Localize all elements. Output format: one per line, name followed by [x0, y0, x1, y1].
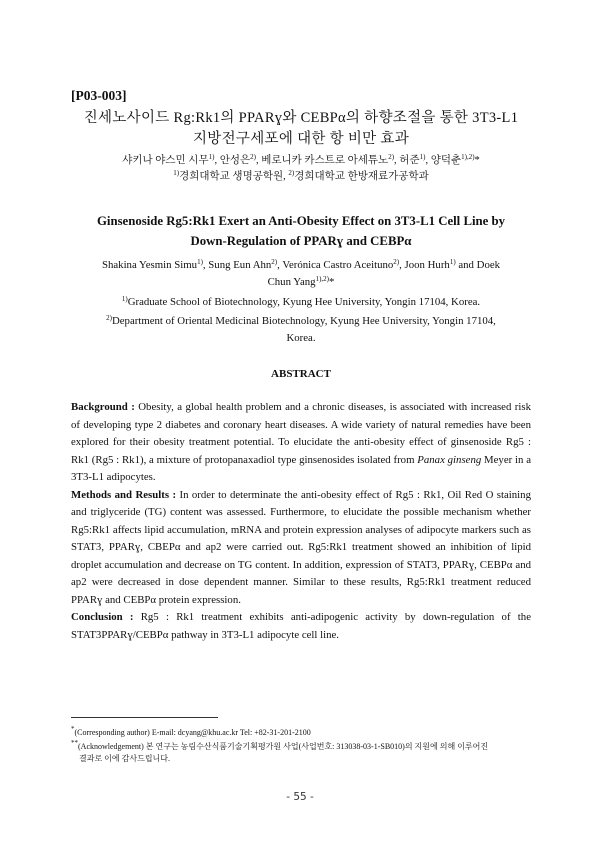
english-author-3: , Verónica Castro Aceituno	[277, 259, 394, 271]
author-affil-mark: 1)	[208, 153, 215, 161]
methods-text: In order to determinate the anti-obesity effect of Rg5 : Rk1, Oil Red O staining and triglyceride (TG) content was assessed. Furthermore, to elucidate the possible mechanism whether Rg5:Rk1 affects lipid accumulation, mRNA and protein expression analyses of adipocyte markers such as STAT3, PPARɣ, CBEPα and ap2 were carried out. Rg5:Rk1 treatment showed an inhibition of lipid droplet accumulation and decrease on TG content. In addition, expression of STAT3, PPARɣ, CEBPα and ap2 were decreased in dose dependent manner. Similar to these results, Rg5:Rk1 treatment reduced PPARɣ and CEBPα protein expression.	[71, 488, 531, 606]
background-label: Background :	[71, 401, 135, 413]
author-affil-mark: 2)	[393, 258, 400, 266]
abstract-methods	[71, 487, 531, 610]
english-affiliation-2	[71, 313, 531, 347]
affiliation-text: Graduate School of Biotechnology, Kyung Hee University, Yongin 17104, Korea.	[127, 296, 481, 308]
author-affil-mark: 2)	[388, 153, 395, 161]
korean-affiliation-2: 경희대학교 한방재료가공학과	[294, 171, 429, 182]
conclusion-label: Conclusion :	[71, 611, 134, 623]
abstract-heading: ABSTRACT	[271, 368, 331, 380]
english-authors	[71, 257, 531, 291]
author-affil-mark: 1),2)	[315, 275, 330, 283]
english-title	[71, 211, 531, 251]
english-affiliation-1	[71, 294, 531, 311]
background-text: Meyer in a 3T3-L1 adipocytes.	[71, 453, 531, 483]
author-affil-mark: 2)	[271, 258, 278, 266]
korean-author-4: , 허준	[394, 155, 420, 166]
affil-mark: 1)	[121, 295, 128, 303]
korean-affiliations	[71, 169, 531, 185]
korean-authors	[71, 153, 531, 169]
affiliation-text: Department of Oriental Medicinal Biotechnology, Kyung Hee University, Yongin 17104,	[111, 315, 496, 327]
footnote-divider	[71, 717, 218, 718]
english-title-line2: Down-Regulation of PPARɣ and CEBPα	[190, 234, 412, 248]
corresponding-mark: *	[329, 276, 335, 288]
english-author-5b: Chun Yang	[267, 276, 316, 288]
affil-mark: 2)	[106, 314, 112, 322]
footnote-acknowledgement	[71, 741, 533, 765]
korean-title-line1: 진세노사이드 Rg:Rk1의 PPARɣ와 CEBPα의 하향조절을 통한 3T3-L1	[83, 110, 519, 126]
page-body	[71, 88, 531, 644]
author-affil-mark: 1)	[197, 258, 203, 266]
english-title-line1: Ginsenoside Rg5:Rk1 Exert an Anti-Obesity Effect on 3T3-L1 Cell Line by	[96, 214, 506, 228]
conclusion-text: Rg5 : Rk1 treatment exhibits anti-adipogenic activity by down-regulation of the STAT3PPARɣ/CEBPα pathway in 3T3-L1 adipocyte cell line.	[71, 611, 531, 641]
footnote-mark: **	[71, 739, 78, 747]
species-name: Panax ginseng	[417, 453, 482, 466]
affil-mark: 2)	[288, 169, 295, 177]
korean-title	[71, 108, 531, 150]
corresponding-mark: *	[474, 155, 480, 166]
abstract-conclusion	[71, 609, 531, 644]
methods-label: Methods and Results :	[71, 488, 177, 501]
english-author-1: Shakina Yesmin Simu	[101, 259, 198, 271]
english-author-4: , Joon Hurh	[399, 259, 450, 271]
abstract-background	[71, 399, 531, 487]
author-affil-mark: 1)	[449, 258, 456, 266]
korean-affiliation-1: 경희대학교 생명공학원,	[179, 171, 289, 182]
footnote-corresponding	[71, 727, 533, 739]
korean-title-line2: 지방전구세포에 대한 항 비만 효과	[193, 131, 409, 147]
korean-author-3: , 베로니카 카스트로 아세튜노	[255, 155, 389, 166]
background-text: Obesity, a global health problem and a chronic diseases, is associated with increased risk of developing type 2 diabetes and coronary heart diseases. A wide variety of natural remedies have been explored for their obesity treatment potential. To elucidate the anti-obesity effect of ginsenoside Rg5 : Rk1 (Rg5 : Rk1), a mixture of protopanaxadiol type ginsenosides isolated from	[71, 401, 531, 466]
author-affil-mark: 2)	[250, 153, 256, 161]
korean-author-2: , 안성은	[214, 155, 251, 166]
english-author-2: , Sung Eun Ahn	[202, 259, 272, 271]
footnote-mark: *	[71, 725, 75, 733]
abstract-code: [P03-003]	[71, 88, 127, 103]
author-affil-mark: 1)	[419, 153, 426, 161]
affiliation-text: Korea.	[286, 332, 316, 344]
page-number: - 55 -	[286, 791, 314, 803]
footnote-text: (Corresponding author) E-mail: dcyang@khu.ac.kr Tel: +82-31-201-2100	[74, 728, 311, 737]
affil-mark: 1)	[173, 169, 180, 177]
abstract-body	[71, 399, 531, 644]
korean-author-1: 샤키나 야스민 시무	[122, 155, 209, 166]
english-author-5a: and Doek	[455, 259, 501, 271]
author-affil-mark: 1),2)	[461, 153, 475, 161]
footnote-text: 결과로 이에 감사드립니다.	[79, 754, 171, 763]
footnote-text: (Acknowledgement) 본 연구는 농림수산식품기술기획평가원 사업(사업번호: 313038-03-1-SB010)의 지원에 의해 이루어진	[78, 742, 489, 751]
korean-author-5: , 양덕춘	[425, 155, 462, 166]
